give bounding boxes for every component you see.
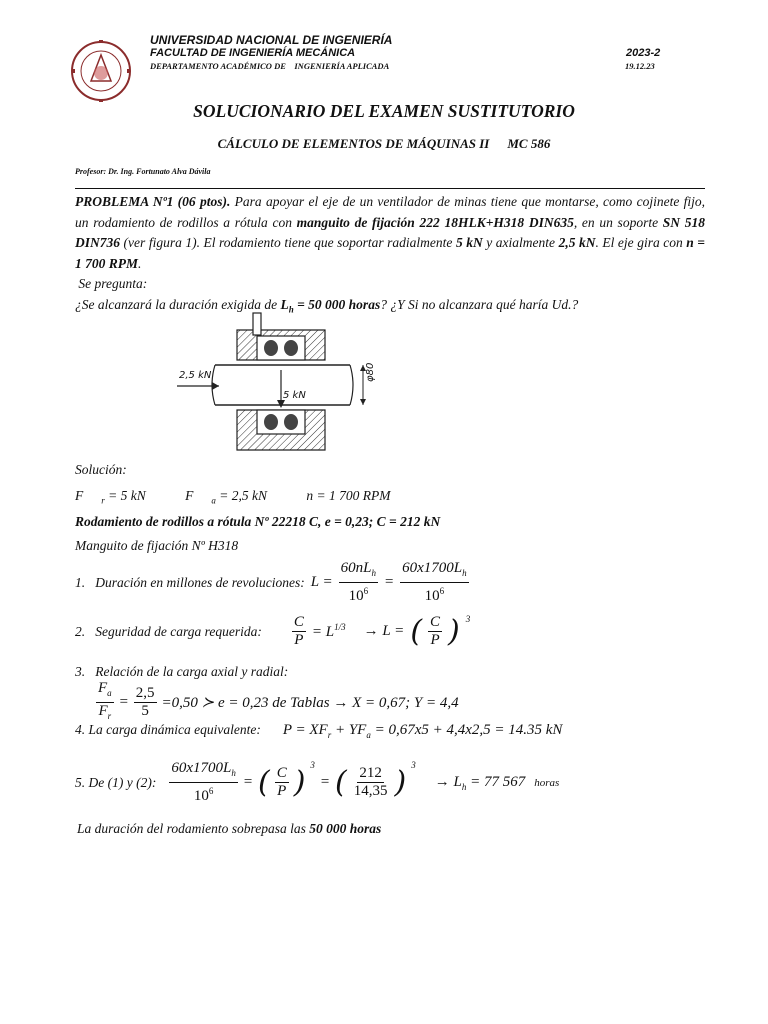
step-3-fraction-b bbox=[134, 685, 157, 720]
step-5-exp2: 3 bbox=[411, 760, 416, 770]
question-intro: Se pregunta: bbox=[75, 276, 148, 291]
conclusion-bold: 50 000 horas bbox=[309, 821, 382, 836]
step-4-sub-a: a bbox=[366, 730, 371, 740]
course-code: MC 586 bbox=[507, 136, 551, 151]
step-2 bbox=[75, 614, 470, 649]
fraction-numerator: C bbox=[293, 614, 304, 630]
step-5-units: horas bbox=[534, 776, 560, 789]
step-4 bbox=[75, 722, 562, 740]
fraction-denominator: 10 bbox=[193, 788, 209, 804]
solution-heading: Solución: bbox=[75, 462, 127, 477]
conclusion bbox=[77, 821, 381, 837]
question-bold: = 50 000 horas bbox=[293, 296, 381, 312]
question-sub: h bbox=[288, 304, 294, 315]
university-name: UNIVERSIDAD NACIONAL DE INGENIERÍA bbox=[150, 33, 393, 47]
step-2-exp: 1/3 bbox=[334, 622, 346, 632]
step-2-fraction bbox=[292, 614, 306, 649]
fraction-numerator: 60x1700L bbox=[171, 760, 232, 776]
fraction-exp: 6 bbox=[363, 586, 369, 596]
conclusion-text: La duración del rodamiento sobrepasa las bbox=[77, 821, 310, 836]
professor: Profesor: Dr. Ing. Fortunato Alva Dávila bbox=[75, 167, 211, 176]
step-2-arrow: → L = bbox=[363, 623, 405, 639]
problem-label: PROBLEMA Nº1 (06 ptos). bbox=[75, 194, 231, 209]
step-5-fraction-c bbox=[352, 765, 390, 800]
fraction-sub: a bbox=[107, 688, 112, 698]
divider bbox=[75, 188, 705, 189]
step-1-fraction-b bbox=[400, 560, 469, 605]
fraction-denominator: 10 bbox=[348, 588, 364, 604]
fr-sub: r bbox=[101, 495, 105, 506]
department-name: DEPARTAMENTO ACADÉMICO DE INGENIERÍA APLICADA bbox=[150, 61, 390, 71]
semester: 2023-2 bbox=[626, 47, 661, 59]
question-text: ? ¿Y Si no alcanzara qué haría Ud.? bbox=[380, 296, 579, 312]
step-5-sub: h bbox=[461, 781, 467, 792]
fraction-numerator: C bbox=[430, 614, 441, 630]
problem-bold: n = 1 700 RPM bbox=[75, 235, 706, 271]
step-3-label: 3. Relación de la carga axial y radial: bbox=[75, 664, 289, 679]
problem-statement bbox=[75, 192, 705, 320]
step-2-eq: = L bbox=[311, 624, 335, 640]
sleeve-spec: Manguito de fijación Nº H318 bbox=[75, 538, 239, 553]
step-4-eq: P = XF bbox=[282, 722, 328, 738]
fr-symbol: F bbox=[75, 488, 84, 503]
fr-value: = 5 kN bbox=[104, 488, 146, 503]
fa-sub: a bbox=[211, 495, 216, 506]
step-1-label: 1. Duración en millones de revoluciones: bbox=[75, 574, 305, 590]
step-1-lhs: L = bbox=[310, 574, 333, 590]
university-logo bbox=[70, 37, 132, 105]
problem-bold: 2,5 kN bbox=[558, 235, 596, 250]
radial-load-label: 5 kN bbox=[283, 390, 306, 401]
step-1 bbox=[75, 560, 469, 605]
left-paren: ( bbox=[335, 764, 347, 800]
question-text: ¿Se alcanzará la duración exigida de bbox=[75, 296, 281, 312]
fraction-denominator: 10 bbox=[424, 588, 440, 604]
question-bold: L bbox=[280, 296, 289, 312]
fraction-sub: h bbox=[231, 768, 236, 778]
fraction-denominator: P bbox=[277, 783, 287, 799]
fraction-numerator: F bbox=[98, 680, 108, 696]
step-5-result-value: = 77 567 bbox=[466, 773, 526, 790]
fraction-exp: 6 bbox=[208, 786, 214, 796]
problem-bold: SN 518 DIN736 bbox=[75, 214, 705, 250]
axial-load-label: 2,5 kN bbox=[179, 370, 212, 381]
problem-text: . El eje gira con bbox=[595, 235, 687, 250]
faculty-name: FACULTAD DE INGENIERÍA MECÁNICA bbox=[150, 47, 356, 59]
right-paren: ) bbox=[448, 613, 460, 649]
fraction-denominator: F bbox=[98, 703, 108, 719]
step-4-sub-r: r bbox=[327, 730, 332, 740]
problem-text: y axialmente bbox=[482, 235, 559, 250]
fraction-numerator: C bbox=[276, 765, 287, 781]
step-3: $\frac{F_a}{F_r}$ = $\frac{2,5}{5}$ =0,50 ≻ e = 0,23 de Tablas → X = 0,67; Y = 4,4 bbox=[96, 680, 459, 725]
problem-text: (ver figura 1). El rodamiento tiene que soportar radialmente bbox=[120, 235, 456, 250]
step-1-equals: = bbox=[384, 574, 395, 590]
fraction-sub: h bbox=[371, 568, 376, 578]
step-2-fraction-b bbox=[428, 614, 442, 649]
speed-value: n = 1 700 RPM bbox=[306, 488, 391, 503]
fraction-numerator: 2,5 bbox=[135, 685, 155, 701]
right-paren: ) bbox=[394, 764, 407, 800]
fraction-denominator: P bbox=[294, 632, 304, 648]
step-5-result: → L bbox=[434, 773, 462, 790]
fraction-exp: 6 bbox=[439, 586, 445, 596]
step-5-exp: 3 bbox=[310, 760, 315, 770]
fraction-denominator: 5 bbox=[141, 703, 149, 719]
step-2-exp2: 3 bbox=[465, 614, 471, 624]
left-paren: ( bbox=[257, 764, 270, 800]
given-values bbox=[75, 488, 408, 506]
problem-bold: manguito de fijación 222 18HLK+H318 DIN635 bbox=[296, 214, 574, 230]
fraction-numerator: 60x1700L bbox=[402, 560, 463, 576]
bearing-spec: Rodamiento de rodillos a rótula Nº 22218 C, e = 0,23; C = 212 kN bbox=[75, 514, 441, 529]
problem-bold: 5 kN bbox=[455, 235, 483, 250]
exam-date: 19.12.23 bbox=[625, 61, 655, 71]
left-paren: ( bbox=[410, 613, 423, 649]
course-name: CÁLCULO DE ELEMENTOS DE MÁQUINAS II bbox=[217, 136, 490, 151]
bearing-figure bbox=[175, 310, 385, 460]
fraction-sub: r bbox=[107, 711, 112, 721]
question bbox=[75, 295, 705, 320]
fraction-numerator: 60nL bbox=[340, 560, 372, 576]
fraction-numerator: 212 bbox=[359, 765, 382, 781]
step-4-eq3: = 0,67x5 + 4,4x2,5 = 14.35 kN bbox=[370, 722, 563, 738]
course-line bbox=[0, 136, 768, 152]
right-paren: ) bbox=[293, 764, 306, 800]
step-5: 5. De (1) y (2): $\frac{60x1700L_h}{10^6}$ = ( $\frac{C}{P}$ ) $^3$ = ( $\frac{212}{14,35}$ ) $^3$ → $L_h = 77$ 567 horas bbox=[75, 760, 560, 804]
step-5-fraction-b bbox=[275, 765, 289, 800]
fa-symbol: F bbox=[185, 488, 194, 503]
step-4-label: 4. La carga dinámica equivalente: bbox=[75, 722, 261, 737]
problem-text: . bbox=[138, 255, 142, 271]
problem-text: Para apoyar el eje de un ventilador de minas tiene que montarse, como cojinete fijo, un rodamiento de rodillos a rótula con bbox=[75, 194, 705, 230]
step-1-fraction-a bbox=[339, 560, 378, 605]
step-4-eq2: + YF bbox=[331, 722, 367, 738]
diameter-label: φ80 bbox=[365, 362, 376, 382]
step-3-result: =0,50 ≻ e = 0,23 de Tablas → X = 0,67; Y = 4,4 bbox=[161, 695, 459, 711]
step-2-label: 2. Seguridad de carga requerida: bbox=[75, 623, 262, 639]
problem-text: , en un soporte bbox=[573, 214, 663, 230]
step-5-label: 5. De (1) y (2): bbox=[75, 774, 157, 790]
step-5-fraction-a bbox=[169, 760, 238, 805]
fa-value: = 2,5 kN bbox=[215, 488, 267, 503]
fraction-denominator: P bbox=[430, 632, 440, 648]
page-title: SOLUCIONARIO DEL EXAMEN SUSTITUTORIO bbox=[193, 101, 575, 121]
step-3-fraction-a bbox=[96, 680, 114, 725]
fraction-sub: h bbox=[462, 568, 467, 578]
fraction-denominator: 14,35 bbox=[353, 783, 388, 799]
